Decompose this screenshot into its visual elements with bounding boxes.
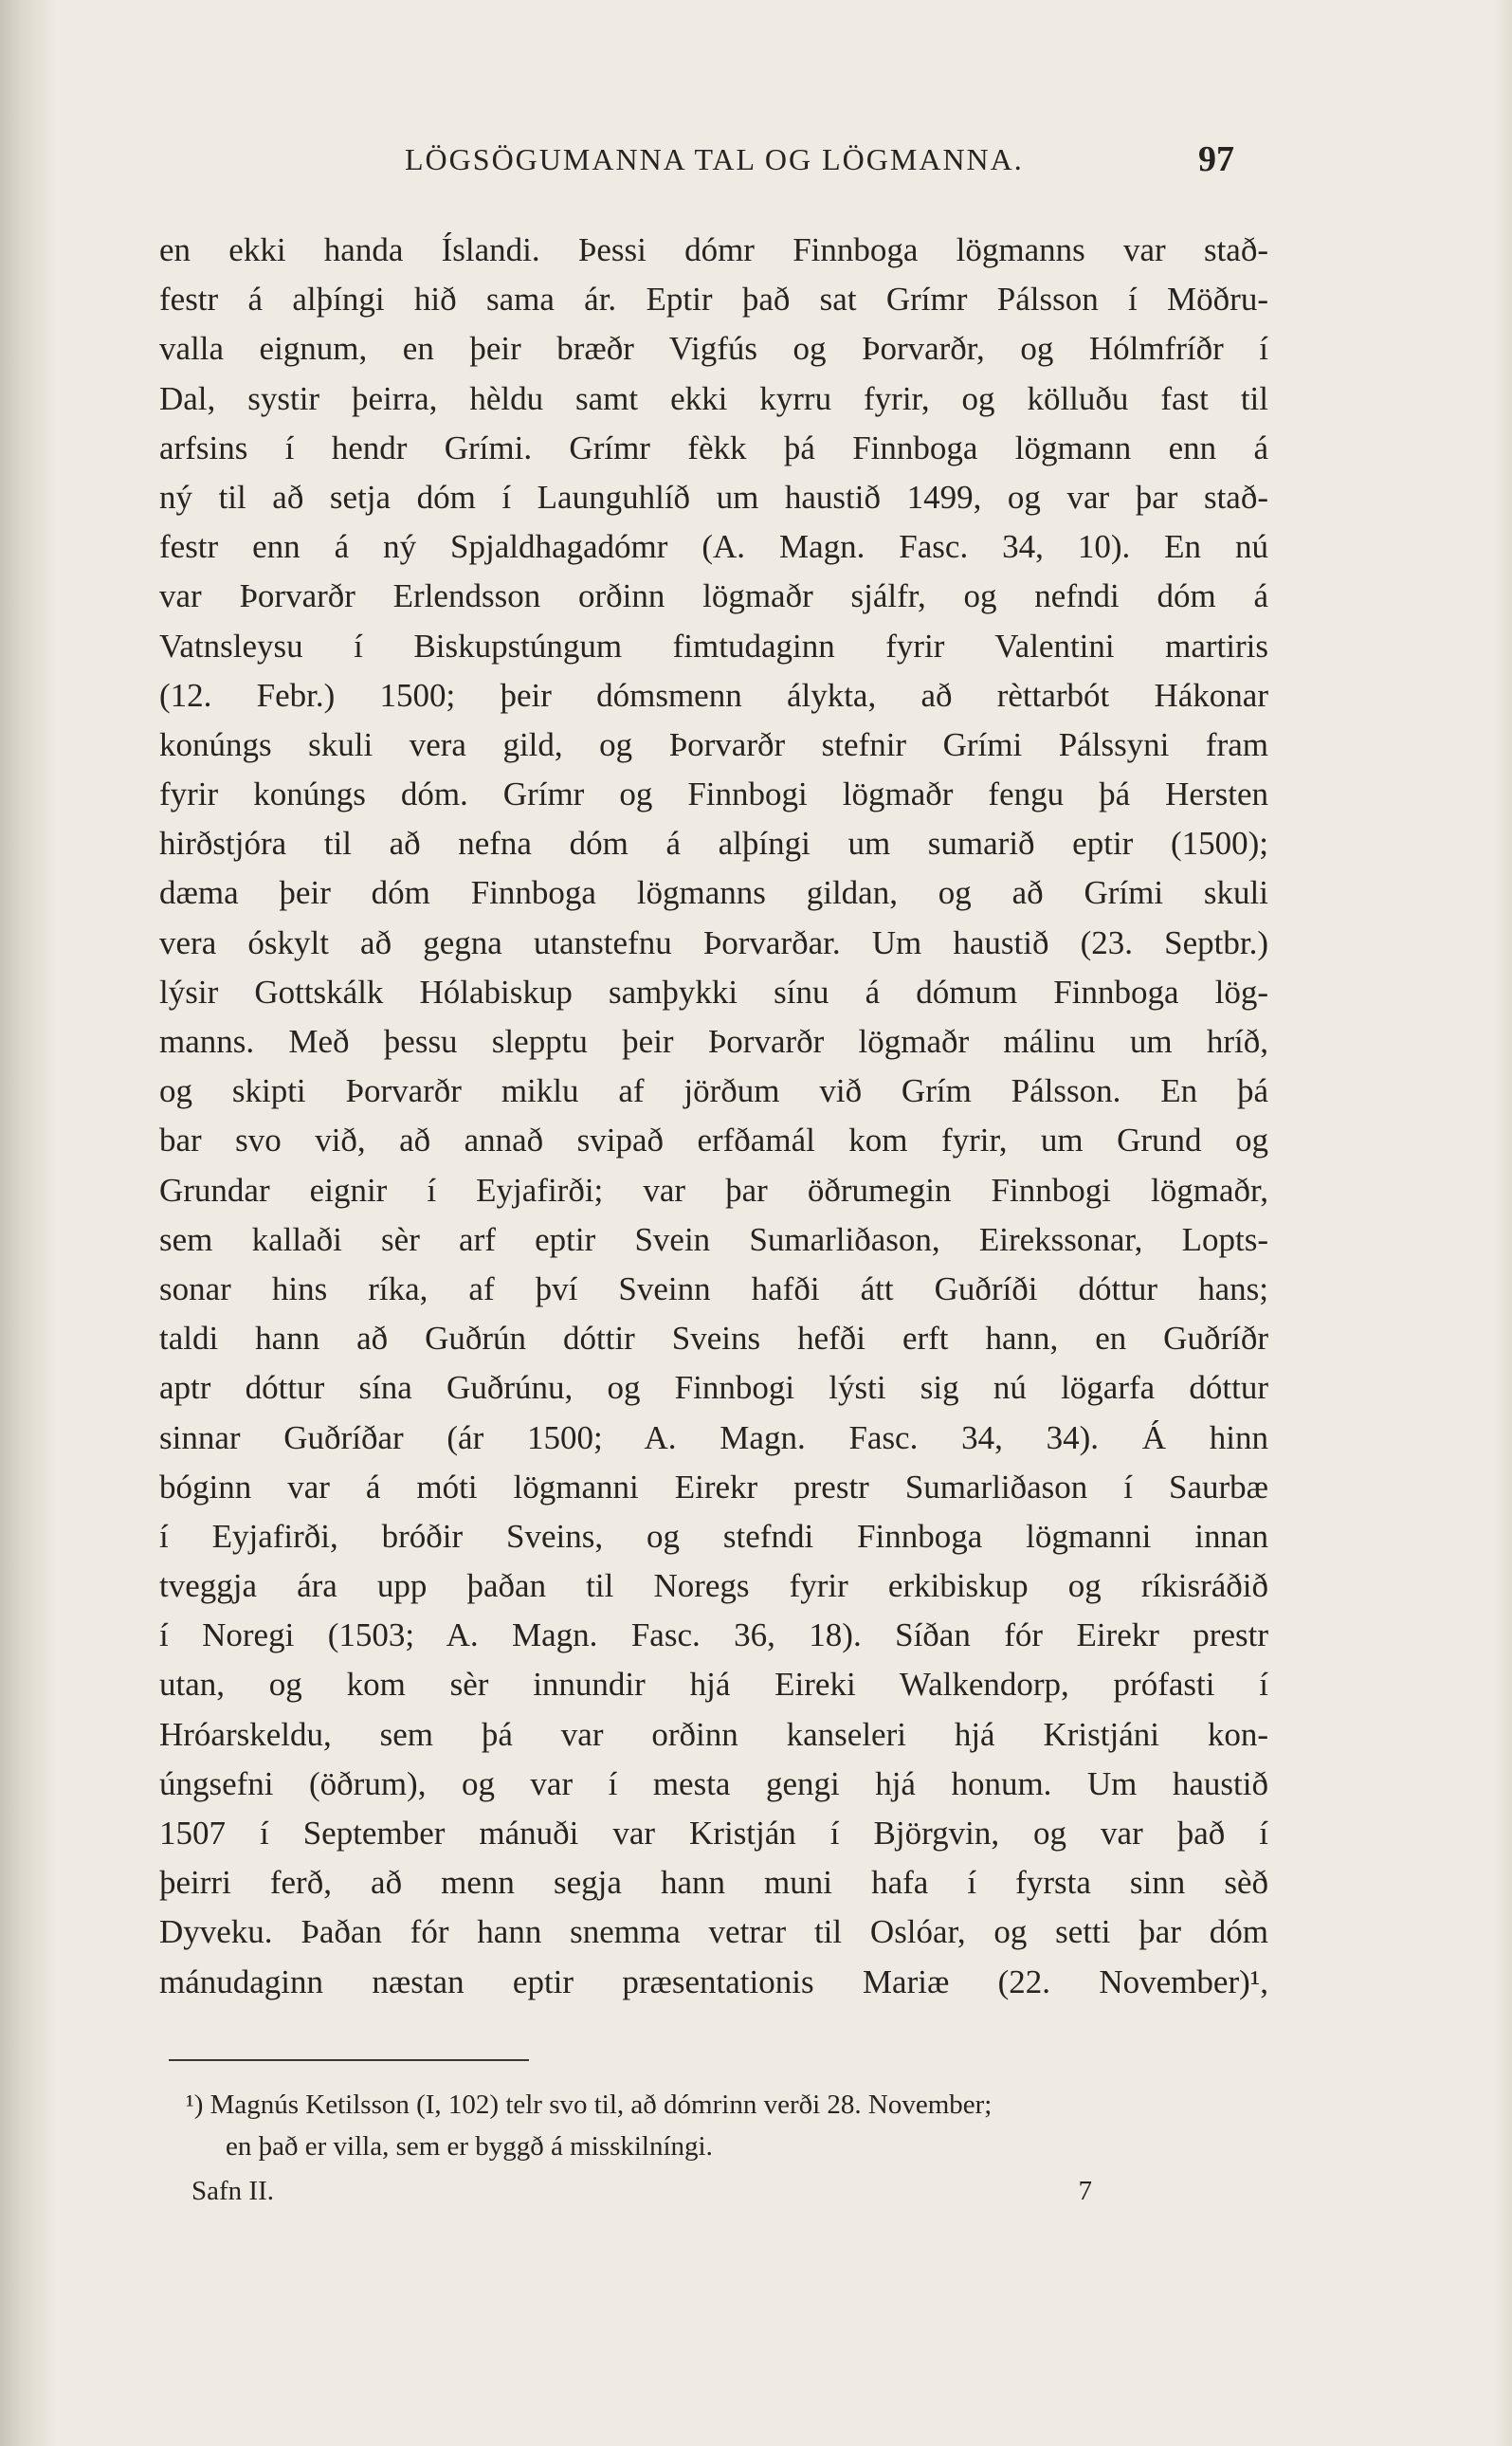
text-line: (12. Febr.) 1500; þeir dómsmenn álykta, að rèttarbót Hákonar — [159, 676, 1268, 714]
text-line: var Þorvarðr Erlendsson orðinn lögmaðr sjálfr, og nefndi dóm á — [159, 577, 1268, 615]
text-line: festr enn á ný Spjaldhagadómr (A. Magn. Fasc. 34, 10). En nú — [159, 528, 1268, 566]
text-line: bar svo við, að annað svipað erfðamál kom fyrir, um Grund og — [159, 1122, 1268, 1159]
running-title: LÖGSÖGUMANNA TAL OG LÖGMANNA. — [405, 142, 1024, 176]
text-line: í Eyjafirði, bróðir Sveins, og stefndi Finnboga lögmanni innan — [159, 1517, 1268, 1555]
text-line: Hróarskeldu, sem þá var orðinn kanseleri hjá Kristjáni kon- — [159, 1715, 1268, 1753]
text-line: 1507 í September mánuði var Kristján í Björgvin, og var það í — [159, 1815, 1268, 1852]
text-line: sonar hins ríka, af því Sveinn hafði átt Guðríði dóttur hans; — [159, 1269, 1268, 1307]
text-line: ný til að setja dóm í Launguhlíð um haustið 1499, og var þar stað- — [159, 478, 1268, 516]
text-line: sinnar Guðríðar (ár 1500; A. Magn. Fasc. 34, 34). Á hinn — [159, 1418, 1268, 1456]
text-line: hirðstjóra til að nefna dóm á alþíngi um sumarið eptir (1500); — [159, 825, 1268, 863]
running-head — [163, 139, 1234, 190]
text-line: utan, og kom sèr innundir hjá Eireki Walkendorp, prófasti í — [159, 1666, 1268, 1704]
text-line: mánudaginn næstan eptir præsentationis Mariæ (22. November)¹, — [159, 1962, 1268, 2000]
text-line: sem kallaði sèr arf eptir Svein Sumarliðason, Eirekssonar, Lopts- — [159, 1220, 1268, 1258]
footnote-line: ¹) Magnús Ketilsson (I, 102) telr svo til, að dómrinn verði 28. November; — [186, 2090, 993, 2120]
body-text — [159, 226, 1268, 2007]
text-line: Grundar eignir í Eyjafirði; var þar öðrumegin Finnbogi lögmaðr, — [159, 1171, 1268, 1209]
text-line: manns. Með þessu slepptu þeir Þorvarðr lögmaðr málinu um hríð, — [159, 1023, 1268, 1060]
text-line: dæma þeir dóm Finnboga lögmanns gildan, og að Grími skuli — [159, 874, 1268, 912]
footnote-divider — [169, 2059, 529, 2061]
text-line: tveggja ára upp þaðan til Noregs fyrir erkibiskup og ríkisráðið — [159, 1567, 1268, 1605]
volume-signature: Safn II. — [191, 2176, 274, 2206]
text-line: valla eignum, en þeir bræðr Vigfús og Þorvarðr, og Hólmfríðr í — [159, 330, 1268, 368]
text-line: arfsins í hendr Grími. Grímr fèkk þá Finnboga lögmann enn á — [159, 429, 1268, 466]
page-gutter-shadow — [0, 0, 57, 2446]
text-line: og skipti Þorvarðr miklu af jörðum við Grím Pálsson. En þá — [159, 1072, 1268, 1110]
text-line: en ekki handa Íslandi. Þessi dómr Finnboga lögmanns var stað- — [159, 231, 1268, 268]
text-line: aptr dóttur sína Guðrúnu, og Finnbogi lýsti sig nú lögarfa dóttur — [159, 1369, 1268, 1407]
page-number: 97 — [1198, 139, 1234, 179]
text-line: úngsefni (öðrum), og var í mesta gengi hjá honum. Um haustið — [159, 1764, 1268, 1802]
footnotes — [186, 2084, 1276, 2167]
footnote-line: en það er villa, sem er byggð á misskilníngi. — [226, 2131, 713, 2162]
text-line: í Noregi (1503; A. Magn. Fasc. 36, 18). Síðan fór Eirekr prestr — [159, 1616, 1268, 1654]
text-line: þeirri ferð, að menn segja hann muni hafa í fyrsta sinn sèð — [159, 1864, 1268, 1902]
text-line: Vatnsleysu í Biskupstúngum fimtudaginn fyrir Valentini martiris — [159, 627, 1268, 665]
text-line: vera óskylt að gegna utanstefnu Þorvarðar. Um haustið (23. Septbr.) — [159, 923, 1268, 961]
signature-mark: 7 — [1078, 2176, 1092, 2206]
text-line: taldi hann að Guðrún dóttir Sveins hefði erft hann, en Guðríðr — [159, 1320, 1268, 1358]
text-line: Dal, systir þeirra, hèldu samt ekki kyrru fyrir, og kölluðu fast til — [159, 379, 1268, 417]
text-line: bóginn var á móti lögmanni Eirekr prestr Sumarliðason í Saurbæ — [159, 1468, 1268, 1506]
text-line: festr á alþíngi hið sama ár. Eptir það sat Grímr Pálsson í Möðru- — [159, 281, 1268, 319]
text-line: Dyveku. Þaðan fór hann snemma vetrar til Oslóar, og setti þar dóm — [159, 1913, 1268, 1951]
text-line: lýsir Gottskálk Hólabiskup samþykki sínu á dómum Finnboga lög- — [159, 973, 1268, 1011]
signature-line — [191, 2176, 1092, 2214]
text-line: fyrir konúngs dóm. Grímr og Finnbogi lögmaðr fengu þá Hersten — [159, 776, 1268, 813]
page-edge-shadow — [1493, 0, 1512, 2446]
text-line: konúngs skuli vera gild, og Þorvarðr stefnir Grími Pálssyni fram — [159, 725, 1268, 763]
